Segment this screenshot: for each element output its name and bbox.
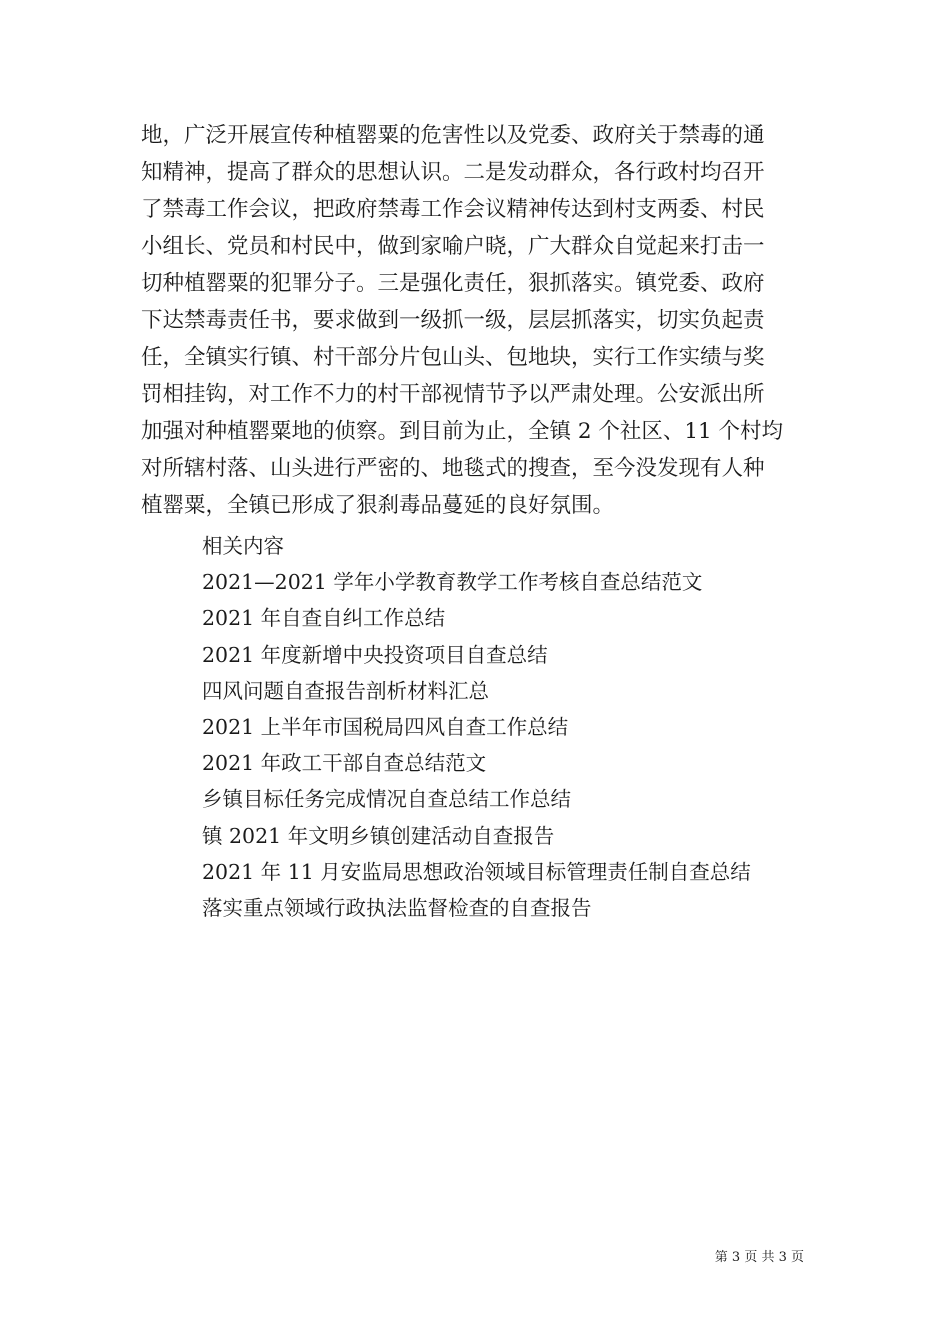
body-line: 了禁毒工作会议，把政府禁毒工作会议精神传达到村支两委、村民	[141, 197, 765, 222]
related-link[interactable]: 2021—2021 学年小学教育教学工作考核自查总结范文	[202, 570, 703, 595]
related-content-list	[202, 528, 822, 926]
related-link[interactable]: 落实重点领域行政执法监督检查的自查报告	[202, 895, 592, 920]
body-line: 对所辖村落、山头进行严密的、地毯式的搜查，至今没发现有人种	[141, 456, 765, 481]
body-line: 下达禁毒责任书，要求做到一级抓一级，层层抓落实，切实负起责	[141, 308, 765, 333]
body-line: 地，广泛开展宣传种植罂粟的危害性以及党委、政府关于禁毒的通	[141, 123, 765, 148]
body-line: 切种植罂粟的犯罪分子。三是强化责任，狠抓落实。镇党委、政府	[141, 271, 765, 296]
related-link[interactable]: 2021 年度新增中央投资项目自查总结	[202, 642, 548, 667]
body-line: 小组长、党员和村民中，做到家喻户晓，广大群众自觉起来打击一	[141, 234, 765, 259]
related-link[interactable]: 镇 2021 年文明乡镇创建活动自查报告	[202, 823, 555, 848]
body-paragraph	[141, 117, 821, 524]
related-link[interactable]: 四风问题自查报告剖析材料汇总	[202, 678, 489, 703]
related-link[interactable]: 2021 年政工干部自查总结范文	[202, 751, 487, 776]
body-line: 罚相挂钩，对工作不力的村干部视情节予以严肃处理。公安派出所	[141, 382, 765, 407]
body-line: 植罂粟，全镇已形成了狠刹毒品蔓延的良好氛围。	[141, 493, 615, 518]
related-link[interactable]: 2021 年 11 月安监局思想政治领域目标管理责任制自查总结	[202, 859, 751, 884]
body-line: 任，全镇实行镇、村干部分片包山头、包地块，实行工作实绩与奖	[141, 345, 765, 370]
body-line: 加强对种植罂粟地的侦察。到目前为止，全镇 2 个社区、11 个村均	[141, 419, 784, 444]
related-link[interactable]: 2021 上半年市国税局四风自查工作总结	[202, 714, 569, 739]
related-link[interactable]: 2021 年自查自纠工作总结	[202, 606, 446, 631]
page-number-footer: 第 3 页 共 3 页	[714, 1250, 804, 1265]
related-heading: 相关内容	[202, 534, 284, 558]
body-line: 知精神，提高了群众的思想认识。二是发动群众，各行政村均召开	[141, 160, 765, 185]
related-link[interactable]: 乡镇目标任务完成情况自查总结工作总结	[202, 787, 571, 812]
